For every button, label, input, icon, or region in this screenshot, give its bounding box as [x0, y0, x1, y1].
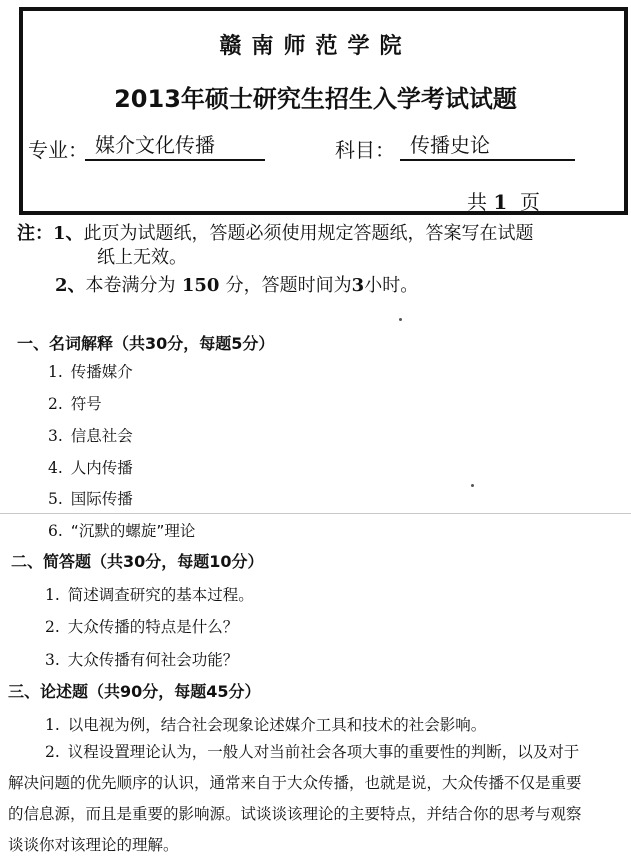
school-name: 赣南师范学院 [219, 34, 412, 59]
note-2-text-b: 分，答题时间为 [225, 275, 352, 296]
scan-speck [399, 318, 402, 321]
major-value: 媒介文化传播 [85, 133, 265, 161]
item-text: 信息社会 [70, 427, 133, 445]
section-3-item-1 [45, 713, 486, 735]
item-number: 2. [45, 618, 60, 636]
item-number: 5. [48, 490, 63, 508]
note-1-text: 此页为试题纸，答题必须使用规定答题纸，答案写在试题 [83, 223, 534, 244]
item-text: 以电视为例，结合社会现象论述媒介工具和技术的社会影响。 [67, 716, 487, 734]
scan-artifact-line [0, 513, 631, 514]
major-label: 专业： [28, 138, 88, 162]
item-text: “沉默的螺旋”理论 [70, 522, 196, 540]
section-2-heading: 二、简答题（共30分，每题10分） [11, 552, 264, 571]
item-text: 议程设置理论认为，一般人对当前社会各项大事的重要性的判断，以及对于解决问题的优先顺序的认识，通常来自于大众传播，也就是说，大众传播不仅是重要的信息源，而且是重要的影响源。试谈谈该理论的主要特点，并结合你的思考与观察谈谈你对该理论的理解。 [8, 743, 582, 854]
section-1-item-5 [48, 487, 133, 509]
note-2-text-c: 小时。 [364, 275, 419, 296]
item-number: 3. [48, 427, 63, 445]
item-text: 大众传播的特点是什么？ [67, 618, 239, 636]
item-number: 3. [45, 651, 60, 669]
page-count [467, 186, 540, 215]
section-1-heading: 一、名词解释（共30分，每题5分） [17, 334, 275, 353]
page-count-prefix: 共 [467, 190, 487, 214]
item-number: 4. [48, 459, 63, 477]
item-number: 6. [48, 522, 63, 540]
note-1-text-cont: 纸上无效。 [97, 247, 187, 268]
item-number: 1. [45, 716, 60, 734]
item-number: 1. [45, 586, 60, 604]
note-2 [55, 271, 418, 297]
item-number: 1. [48, 363, 63, 381]
item-text: 国际传播 [70, 490, 133, 508]
note-2-score: 150 [181, 275, 220, 296]
item-text: 大众传播有何社会功能？ [67, 651, 239, 669]
section-1-item-4 [48, 456, 133, 478]
note-2-text-a: 本卷满分为 [85, 275, 176, 296]
item-text: 符号 [70, 395, 102, 413]
section-2-item-2 [45, 615, 238, 637]
note-1 [17, 219, 534, 245]
section-1-item-6 [48, 519, 195, 541]
note-1-cont [97, 243, 187, 269]
subject-label: 科目： [335, 138, 395, 162]
section-1-item-3 [48, 424, 133, 446]
section-3-item-2 [8, 737, 588, 861]
scan-speck [471, 484, 474, 487]
item-number: 2. [48, 395, 63, 413]
subject-value: 传播史论 [400, 133, 575, 161]
note-1-num: 1、 [53, 223, 84, 244]
section-2-item-3 [45, 648, 238, 670]
exam-title: 2013年硕士研究生招生入学考试试题 [114, 85, 517, 113]
section-3-heading: 三、论述题（共90分，每题45分） [8, 682, 261, 701]
page-count-suffix: 页 [520, 190, 540, 214]
item-number: 2. [45, 743, 60, 761]
note-prefix: 注： [17, 223, 53, 244]
section-2-item-1 [45, 583, 254, 605]
section-1-item-2 [48, 392, 102, 414]
section-1-item-1 [48, 360, 133, 382]
note-2-hours: 3 [351, 275, 365, 296]
item-text: 传播媒介 [70, 363, 133, 381]
page-count-number: 1 [493, 190, 508, 214]
item-text: 人内传播 [70, 459, 133, 477]
item-text: 简述调查研究的基本过程。 [67, 586, 254, 604]
note-2-num: 2、 [55, 275, 86, 296]
